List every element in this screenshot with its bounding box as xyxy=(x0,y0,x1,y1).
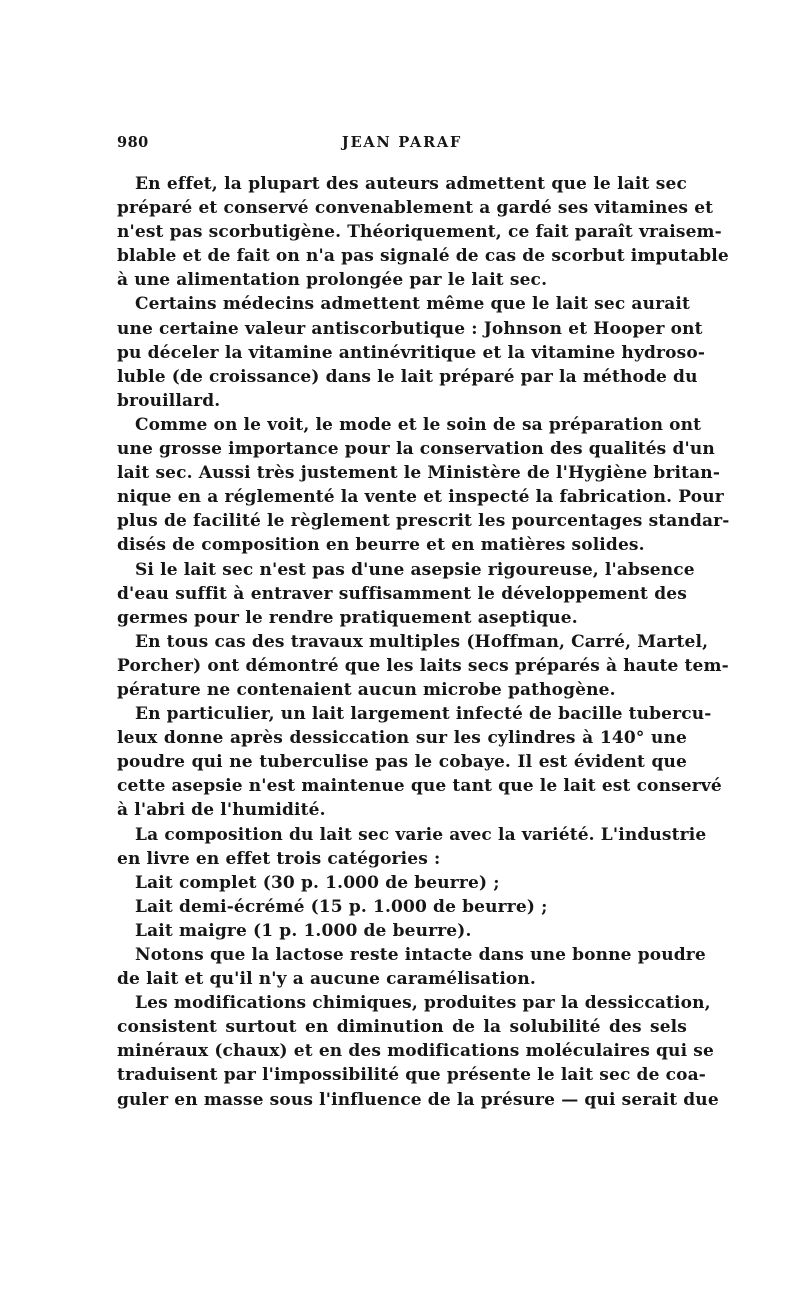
text-line: En tous cas des travaux multiples (Hoffman, Carré, Martel, xyxy=(135,631,709,652)
text-line: Certains médecins admettent même que le lait sec aurait xyxy=(135,294,690,315)
text-line: Si le lait sec n'est pas d'une asepsie rigoureuse, l'absence xyxy=(135,559,695,580)
text-line: cette asepsie n'est maintenue que tant que le lait est conservé xyxy=(117,776,722,797)
text-line: n'est pas scorbutigène. Théoriquement, ce fait paraît vraisem- xyxy=(117,222,722,243)
text-line: pérature ne contenaient aucun microbe pathogène. xyxy=(117,679,616,700)
text-line: leux donne après dessiccation sur les cylindres à 140° une xyxy=(117,728,687,749)
text-line: nique en a réglementé la vente et inspecté la fabrication. Pour xyxy=(117,487,724,508)
text-line: préparé et conservé convenablement a gardé ses vitamines et xyxy=(117,198,714,219)
text-line: Porcher) ont démontré que les laits secs préparés à haute tem- xyxy=(117,655,729,676)
text-line: Lait demi-écrémé (15 p. 1.000 de beurre) ; xyxy=(135,896,548,917)
text-line: une certaine valeur antiscorbutique : Johnson et Hooper ont xyxy=(117,318,703,339)
text-line: pu déceler la vitamine antinévritique et la vitamine hydroso- xyxy=(117,342,706,363)
page-header xyxy=(117,134,687,158)
text-line: minéraux (chaux) et en des modifications moléculaires qui se xyxy=(117,1041,714,1062)
text-line: La composition du lait sec varie avec la variété. L'industrie xyxy=(135,824,707,845)
text-line: traduisent par l'impossibilité que présente le lait sec de coa- xyxy=(117,1065,706,1086)
text-line: d'eau suffit à entraver suffisamment le développement des xyxy=(117,583,687,604)
text-line: Lait maigre (1 p. 1.000 de beurre). xyxy=(135,920,472,941)
text-line: à l'abri de l'humidité. xyxy=(117,800,326,821)
text-line: en livre en effet trois catégories : xyxy=(117,848,441,869)
text-line: Comme on le voit, le mode et le soin de sa préparation ont xyxy=(135,414,702,435)
text-line: consistent surtout en diminution de la solubilité des sels xyxy=(117,1017,687,1038)
text-line: disés de composition en beurre et en matières solides. xyxy=(117,535,645,556)
text-line: de lait et qu'il n'y a aucune caramélisation. xyxy=(117,969,536,990)
running-title: JEAN PARAF xyxy=(341,134,463,151)
body-text xyxy=(117,172,730,1112)
text-line: luble (de croissance) dans le lait préparé par la méthode du xyxy=(117,366,698,387)
text-line: En effet, la plupart des auteurs admettent que le lait sec xyxy=(135,174,687,194)
text-line: germes pour le rendre pratiquement aseptique. xyxy=(117,607,578,628)
text-line: Lait complet (30 p. 1.000 de beurre) ; xyxy=(135,872,500,893)
text-line: à une alimentation prolongée par le lait sec. xyxy=(117,270,548,291)
text-line: blable et de fait on n'a pas signalé de cas de scorbut imputable xyxy=(117,246,729,267)
text-line: lait sec. Aussi très justement le Ministère de l'Hygiène britan- xyxy=(117,463,721,484)
text-line: guler en masse sous l'influence de la présure — qui serait due xyxy=(117,1089,719,1110)
text-line: Notons que la lactose reste intacte dans une bonne poudre xyxy=(135,945,706,965)
text-line: En particulier, un lait largement infecté de bacille tubercu- xyxy=(135,704,712,725)
text-line: brouillard. xyxy=(117,390,221,411)
page-number: 980 xyxy=(117,134,149,151)
text-line: Les modifications chimiques, produites par la dessiccation, xyxy=(135,993,711,1014)
text-line: plus de facilité le règlement prescrit les pourcentages standar- xyxy=(117,511,730,532)
text-line: une grosse importance pour la conservation des qualités d'un xyxy=(117,439,715,460)
text-line: poudre qui ne tuberculise pas le cobaye. Il est évident que xyxy=(117,752,687,773)
